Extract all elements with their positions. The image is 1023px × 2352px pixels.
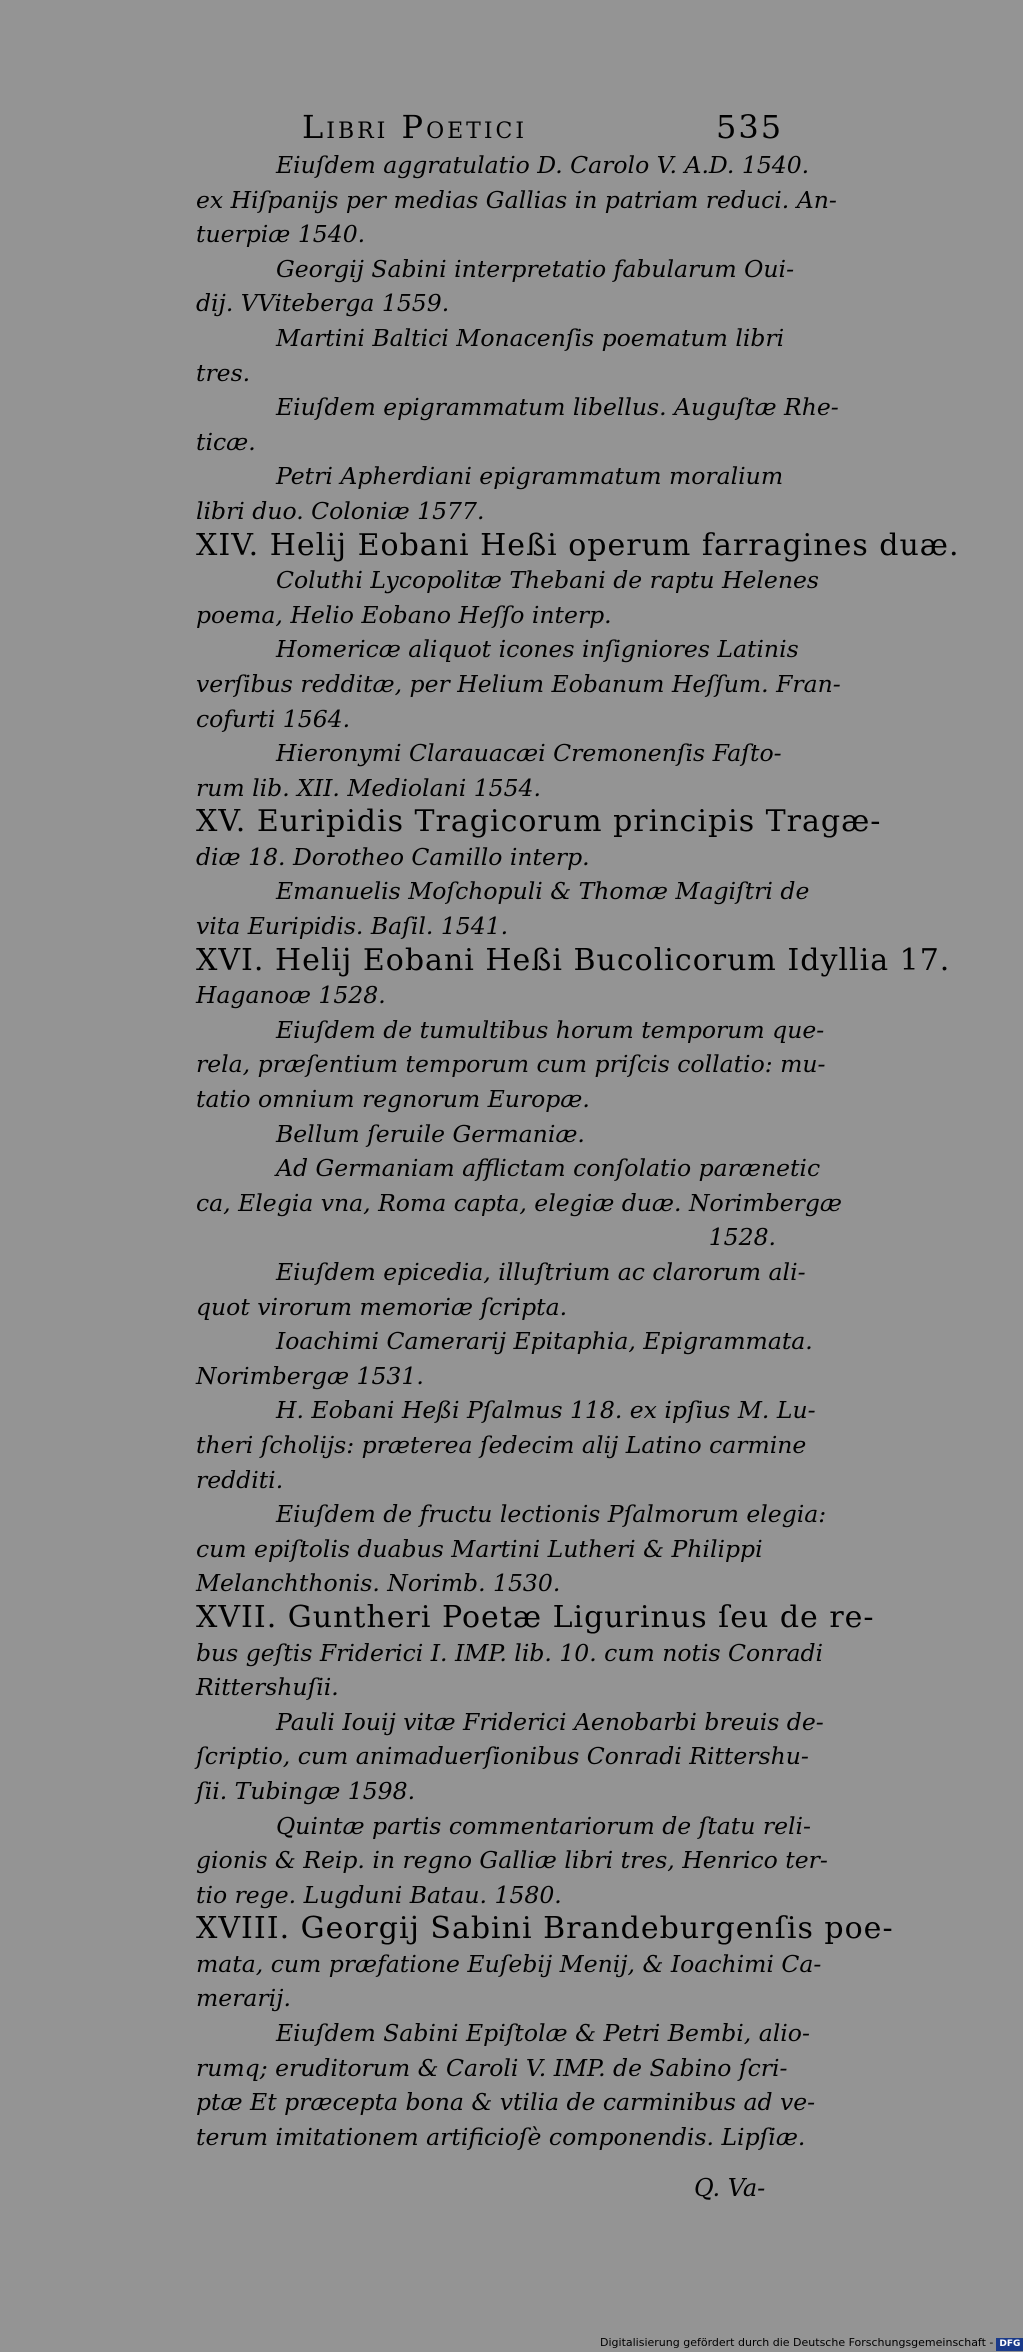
text-line: mata, cum præfatione Euſebij Menij, & Ioachimi Ca- [196, 1949, 822, 1978]
text-line: tres. [196, 358, 251, 387]
text-line: rum lib. XII. Mediolani 1554. [196, 773, 541, 802]
text-line: Georgij Sabini interpretatio fabularum Oui- [276, 254, 795, 283]
text-line: tio rege. Lugduni Batau. 1580. [196, 1880, 562, 1909]
page-number: 535 [716, 108, 784, 146]
text-line: quot virorum memoriæ ſcripta. [196, 1292, 568, 1321]
text-line: Norimbergæ 1531. [196, 1361, 424, 1390]
text-line: Coluthi Lycopolitæ Thebani de raptu Helenes [276, 566, 819, 595]
text-line: theri ſcholijs: præterea ſedecim alij Latino carmine [196, 1430, 807, 1459]
text-line: bus geſtis Friderici I. IMP. lib. 10. cum notis Conradi [196, 1638, 824, 1667]
text-line: Pauli Iouij vitæ Friderici Aenobarbi breuis de- [276, 1707, 824, 1736]
text-line: Ad Germaniam afflictam conſolatio parænetic [276, 1154, 821, 1183]
text-line: rela, præſentium temporum cum priſcis collatio: mu- [196, 1050, 826, 1079]
section-entry-line: XVII. Guntheri Poetæ Ligurinus ſeu de re- [196, 1599, 875, 1635]
text-line: H. Eobani Heßi Pſalmus 118. ex ipſius M. Lu- [276, 1396, 816, 1425]
text-line: libri duo. Coloniæ 1577. [196, 496, 485, 525]
text-line: Eiuſdem Sabini Epiſtolæ & Petri Bembi, alio- [276, 2019, 810, 2048]
text-line: ca, Elegia vna, Roma capta, elegiæ duæ. Norimbergæ [196, 1188, 843, 1217]
section-entry-line: XIV. Helij Eobani Heßi operum farragines duæ. [196, 527, 960, 563]
page-header [0, 108, 1000, 148]
text-line: Eiuſdem de fructu lectionis Pſalmorum elegia: [276, 1500, 827, 1529]
text-line: ex Hiſpanijs per medias Gallias in patriam reduci. An- [196, 185, 837, 214]
running-title: Libri Poetici [302, 108, 528, 146]
text-line: verſibus redditæ, per Helium Eobanum Heſſum. Fran- [196, 669, 841, 698]
text-line: merarij. [196, 1984, 291, 2013]
text-line: Petri Apherdiani epigrammatum moralium [276, 462, 784, 491]
text-line: diæ 18. Dorotheo Camillo interp. [196, 842, 590, 871]
text-line: Melanchthonis. Norimb. 1530. [196, 1569, 561, 1598]
text-line: ptæ Et præcepta bona & vtilia de carminibus ad ve- [196, 2088, 816, 2117]
section-entry-line: XVI. Helij Eobani Heßi Bucolicorum Idyllia 17. [196, 942, 951, 978]
dfg-logo-icon: DFG [996, 2338, 1023, 2351]
text-line: Martini Baltici Monacenſis poematum libri [276, 323, 785, 352]
text-line: Quintæ partis commentariorum de ſtatu reli- [276, 1811, 811, 1840]
text-line: Eiuſdem de tumultibus horum temporum que- [276, 1015, 825, 1044]
text-line: Haganoæ 1528. [196, 981, 386, 1010]
text-line: Homericæ aliquot icones inſigniores Latinis [276, 635, 799, 664]
text-line: poema, Helio Eobano Heſſo interp. [196, 600, 612, 629]
text-line: Rittershuſii. [196, 1673, 339, 1702]
text-line: tuerpiæ 1540. [196, 220, 366, 249]
text-line: Eiuſdem epigrammatum libellus. Auguſtæ Rhe- [276, 393, 839, 422]
section-entry-line: XV. Euripidis Tragicorum principis Tragæ- [196, 804, 882, 840]
section-entry-line: XVIII. Georgij Sabini Brandeburgenſis poe- [196, 1911, 894, 1947]
text-line: ſii. Tubingæ 1598. [196, 1776, 416, 1805]
catchword: Q. Va- [694, 2174, 766, 2202]
text-line: gionis & Reip. in regno Galliæ libri tres, Henrico ter- [196, 1846, 828, 1875]
text-line: terum imitationem artificioſè componendis. Lipſiæ. [196, 2122, 806, 2151]
text-line: dij. VViteberga 1559. [196, 289, 450, 318]
catalog-text [196, 148, 960, 2154]
text-line: rumq; eruditorum & Caroli V. IMP. de Sabino ſcri- [196, 2053, 788, 2082]
text-line: vita Euripidis. Baſil. 1541. [196, 912, 509, 941]
text-line: Ioachimi Camerarij Epitaphia, Epigrammata. [276, 1327, 813, 1356]
text-line: Eiuſdem epicedia, illuſtrium ac clarorum ali- [276, 1258, 806, 1286]
text-line: 1528. [708, 1223, 776, 1252]
text-line: Eiuſdem aggratulatio D. Carolo V. A.D. 1540. [276, 151, 810, 179]
digitization-footer [600, 2336, 1021, 2352]
footer-text: Digitalisierung gefördert durch die Deutsche Forschungsgemeinschaft - [600, 2336, 994, 2349]
text-line: ſcriptio, cum animaduerſionibus Conradi Rittershu- [196, 1742, 809, 1771]
text-line: Bellum ſeruile Germaniæ. [276, 1119, 585, 1148]
text-line: tatio omnium regnorum Europæ. [196, 1085, 590, 1114]
text-line: ticæ. [196, 427, 256, 456]
text-line: cofurti 1564. [196, 704, 351, 733]
text-line: redditi. [196, 1465, 284, 1494]
text-line: cum epiſtolis duabus Martini Lutheri & Philippi [196, 1534, 763, 1563]
text-line: Emanuelis Moſchopuli & Thomæ Magiſtri de [276, 877, 810, 906]
text-line: Hieronymi Clarauacæi Cremonenſis Faſto- [276, 739, 782, 768]
